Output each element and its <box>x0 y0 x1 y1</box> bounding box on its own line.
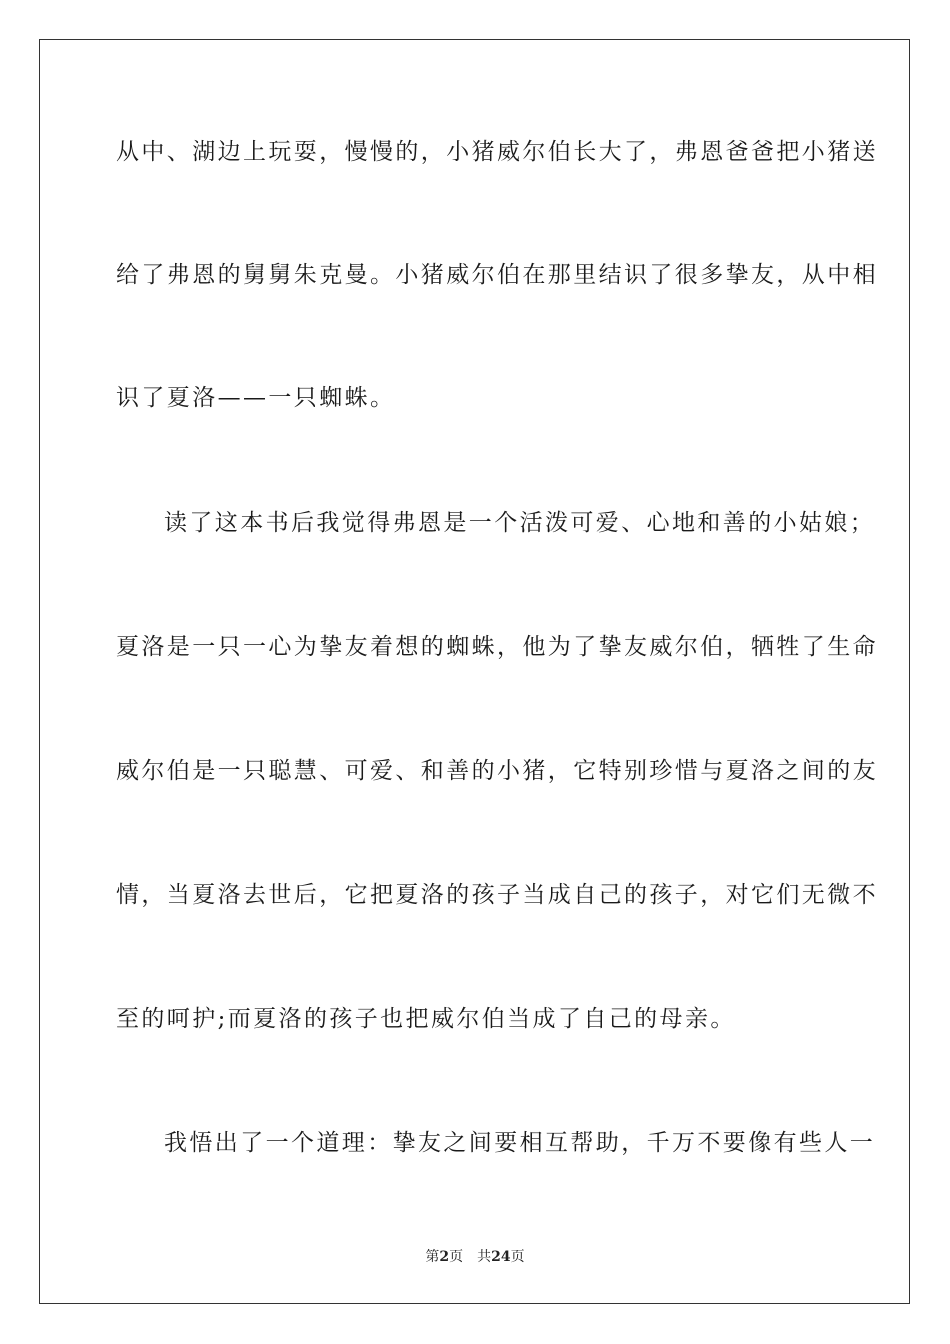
text-line: 我悟出了一个道理：挚友之间要相互帮助，千万不要像有些人一 <box>164 1130 876 1156</box>
page-footer <box>0 1248 950 1266</box>
page-suffix: 页 <box>449 1249 464 1265</box>
text-line: 情，当夏洛去世后，它把夏洛的孩子当成自己的孩子，对它们无微不 <box>116 882 878 908</box>
text-line: 威尔伯是一只聪慧、可爱、和善的小猪，它特别珍惜与夏洛之间的友 <box>116 758 878 784</box>
text-line: 从中、湖边上玩耍，慢慢的，小猪威尔伯长大了，弗恩爸爸把小猪送 <box>116 139 878 165</box>
page-number: 2 <box>439 1249 450 1265</box>
text-line: 读了这本书后我觉得弗恩是一个活泼可爱、心地和善的小姑娘； <box>164 510 876 536</box>
text-line: 识了夏洛——一只蜘蛛。 <box>116 385 396 411</box>
total-prefix: 共 <box>477 1249 492 1265</box>
total-pages: 24 <box>491 1249 511 1265</box>
text-line: 夏洛是一只一心为挚友着想的蜘蛛，他为了挚友威尔伯，牺牲了生命 <box>116 634 878 660</box>
page-border <box>39 39 910 1304</box>
page-prefix: 第 <box>425 1249 440 1265</box>
text-line: 至的呵护;而夏洛的孩子也把威尔伯当成了自己的母亲。 <box>116 1006 736 1032</box>
total-suffix: 页 <box>510 1249 525 1265</box>
text-line: 给了弗恩的舅舅朱克曼。小猪威尔伯在那里结识了很多挚友，从中相 <box>116 262 878 288</box>
